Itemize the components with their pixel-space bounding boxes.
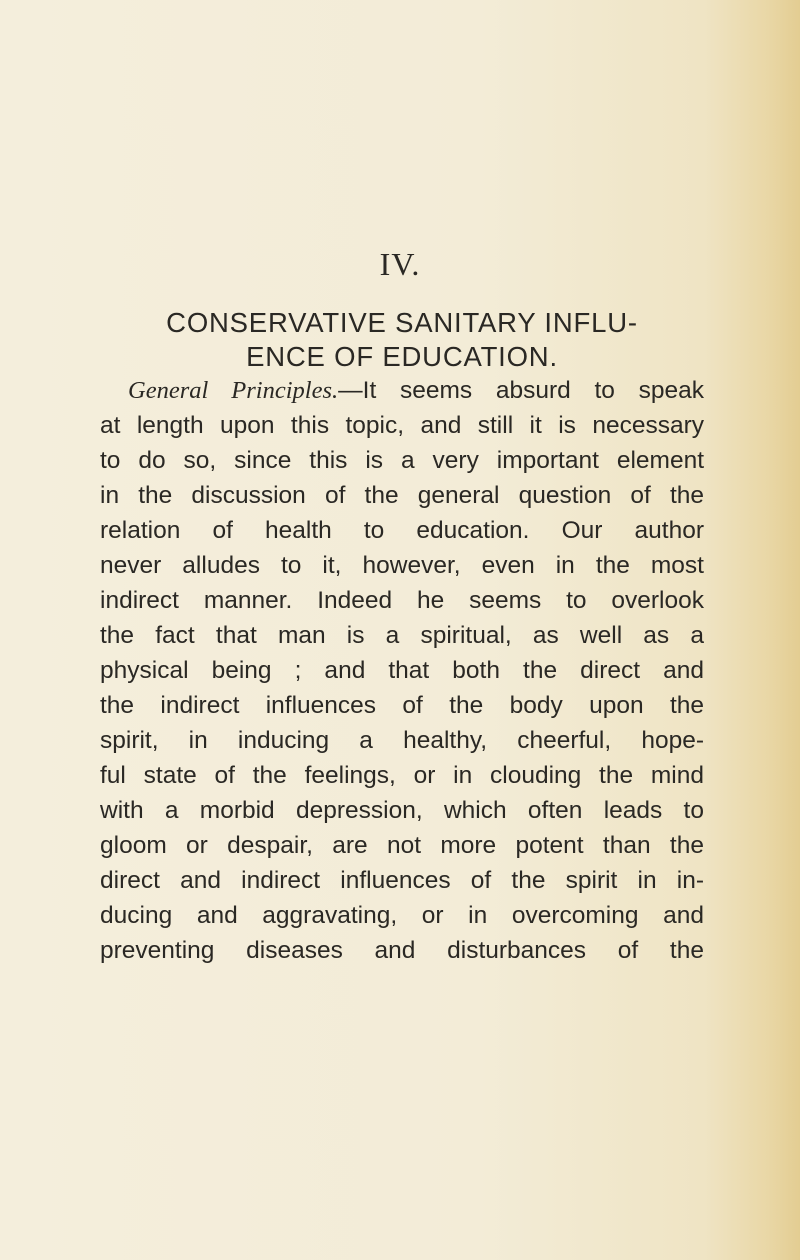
paragraph-line: in the discussion of the general question of the xyxy=(100,482,704,509)
chapter-title-line-2: ENCE OF EDUCATION. xyxy=(246,341,558,372)
paragraph-line: with a morbid depression, which often leads to xyxy=(100,797,704,824)
paragraph-line: gloom or despair, are not more potent than the xyxy=(100,832,704,859)
paragraph-line: spirit, in inducing a healthy, cheerful, hope- xyxy=(100,727,704,754)
paragraph-line: ducing and aggravating, or in overcoming and xyxy=(100,902,704,929)
body-paragraph xyxy=(100,373,704,968)
chapter-title-line-1: CONSERVATIVE SANITARY INFLU- xyxy=(166,307,638,338)
paragraph-line-1-rest: —It seems absurd to speak xyxy=(338,377,704,404)
paragraph-line: physical being ; and that both the direct and xyxy=(100,657,704,684)
paragraph-line: the indirect influences of the body upon the xyxy=(100,692,704,719)
paragraph-line: at length upon this topic, and still it is necessary xyxy=(100,412,704,439)
paragraph-line-1 xyxy=(100,373,704,408)
paragraph-line: never alludes to it, however, even in the most xyxy=(100,552,704,579)
chapter-number: IV. xyxy=(379,246,421,282)
chapter-title xyxy=(100,306,704,374)
section-lead-in: General Principles. xyxy=(128,377,339,404)
paragraph-line: the fact that man is a spiritual, as well as a xyxy=(100,622,704,649)
paragraph-line: relation of health to education. Our author xyxy=(100,517,704,544)
paragraph-line: ful state of the feelings, or in clouding the mind xyxy=(100,762,704,789)
paragraph-line: indirect manner. Indeed he seems to overlook xyxy=(100,587,704,614)
paragraph-line: direct and indirect influences of the spirit in in- xyxy=(100,867,704,894)
paragraph-line: to do so, since this is a very important element xyxy=(100,447,704,474)
paragraph-line: preventing diseases and disturbances of the xyxy=(100,937,704,964)
